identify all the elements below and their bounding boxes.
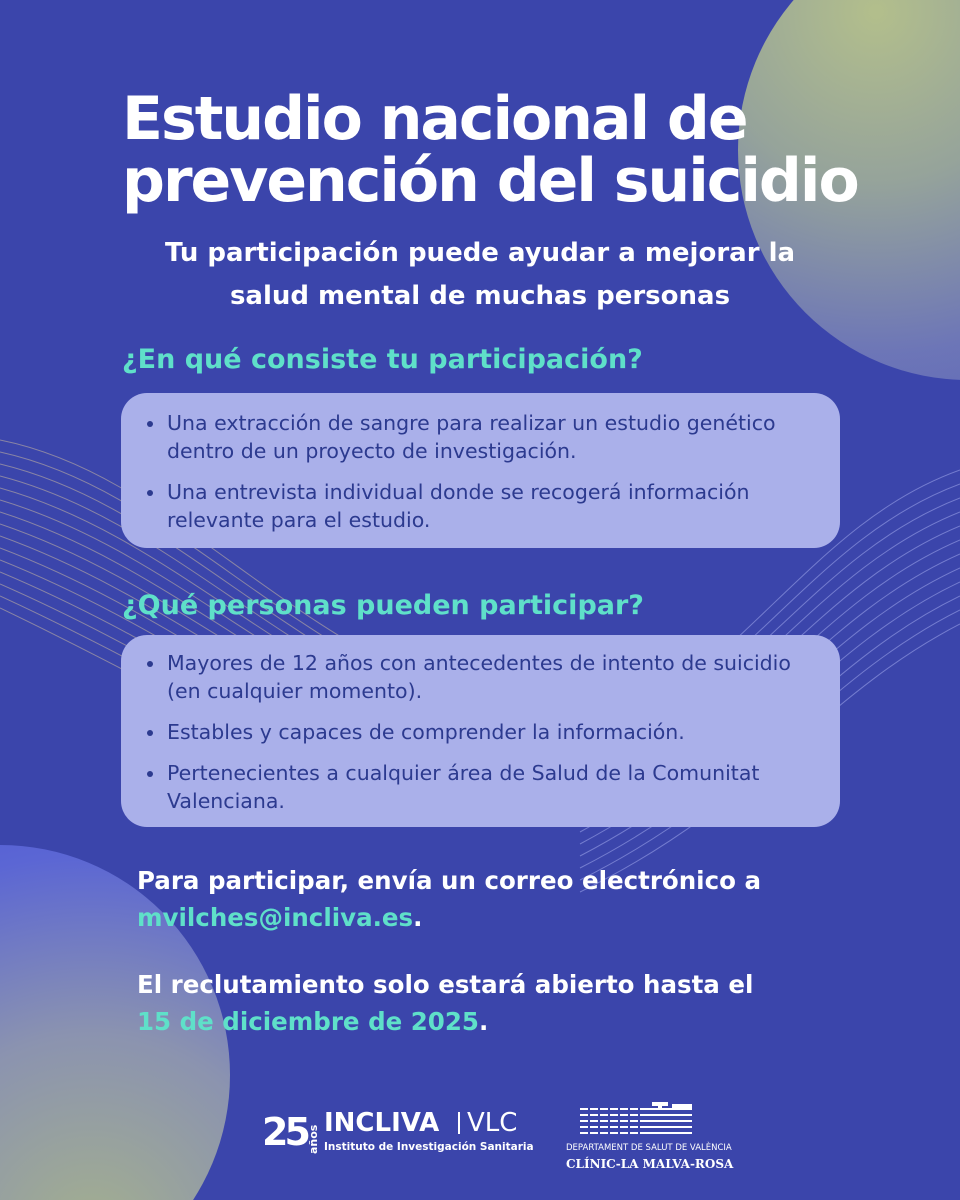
participation-card (121, 393, 840, 548)
deadline-paragraph (137, 966, 857, 1040)
anniversary-word: años (307, 1124, 320, 1154)
department-name: DEPARTAMENT DE SALUT DE VALÈNCIA (566, 1143, 732, 1153)
incliva-subtitle: Instituto de Investigación Sanitaria (324, 1141, 534, 1153)
incliva-separator (458, 1112, 460, 1134)
eligibility-card (121, 635, 840, 827)
section-heading-participation: ¿En qué consiste tu participación? (122, 344, 643, 375)
contact-paragraph (137, 862, 857, 936)
incliva-logo (262, 1106, 534, 1158)
deadline-text: El reclutamiento solo estará abierto hasta el (137, 970, 754, 999)
title-line-1: Estudio nacional de (122, 84, 747, 154)
participation-list (147, 409, 816, 534)
contact-period: . (413, 903, 423, 932)
contact-text: Para participar, envía un correo electrónico a (137, 866, 761, 895)
list-item: Pertenecientes a cualquier área de Salud de la Comunitat Valenciana. (147, 759, 816, 815)
anniversary-number: 25 (262, 1110, 307, 1154)
list-item: Una entrevista individual donde se recogerá información relevante para el estudio. (147, 478, 816, 534)
incliva-name: INCLIVA (324, 1108, 440, 1138)
subtitle-line-1: Tu participación puede ayudar a mejorar la (164, 238, 796, 268)
title-line-2: prevención del suicidio (122, 146, 858, 216)
section-heading-eligibility: ¿Qué personas pueden participar? (122, 590, 644, 621)
eligibility-list (147, 649, 816, 815)
list-item: Mayores de 12 años con antecedentes de intento de suicidio (en cualquier momento). (147, 649, 816, 705)
contact-email-link[interactable]: mvilches@incliva.es (137, 903, 414, 932)
hospital-building-icon (580, 1102, 692, 1138)
poster-subtitle (100, 232, 860, 318)
department-logo (566, 1102, 734, 1177)
list-item: Una extracción de sangre para realizar un estudio genético dentro de un proyecto de investigación. (147, 409, 816, 465)
deadline-date: 15 de diciembre de 2025 (137, 1007, 479, 1036)
list-item: Estables y capaces de comprender la información. (147, 718, 816, 746)
department-hospital: CLÍNIC-LA MALVA-ROSA (566, 1157, 734, 1171)
subtitle-line-2: salud mental de muchas personas (229, 281, 731, 311)
deadline-period: . (478, 1007, 489, 1036)
incliva-vlc: VLC (467, 1108, 518, 1138)
anniversary-word-svg (306, 1114, 320, 1156)
poster-title (122, 84, 882, 216)
